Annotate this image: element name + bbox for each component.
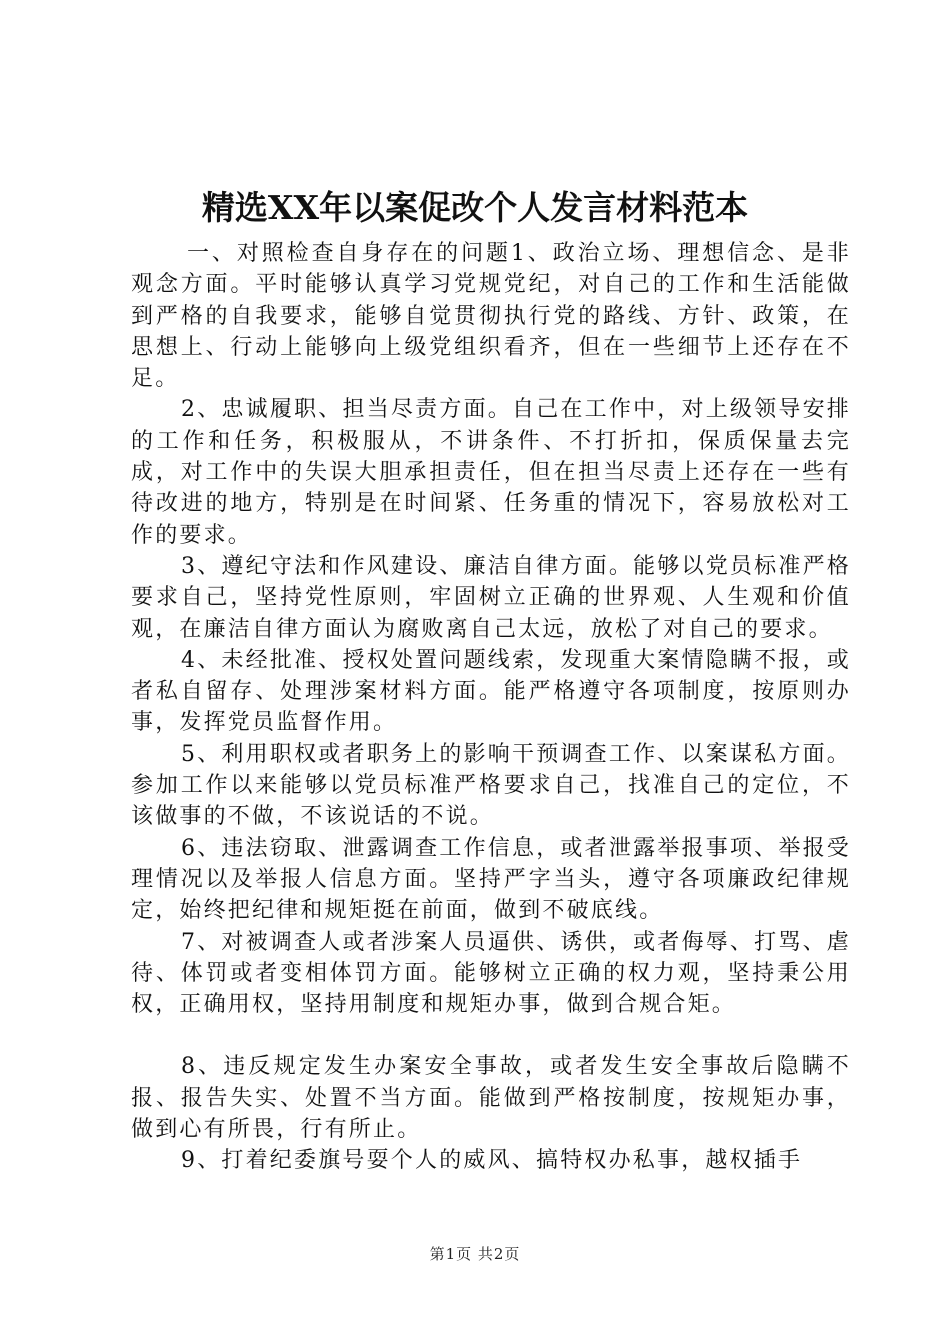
document-title: 精选XX年以案促改个人发言材料范本 — [201, 188, 749, 227]
paragraph-3: 3、遵纪守法和作风建设、廉洁自律方面。能够以党员标准严格要求自己，坚持党性原则，牢固树立正确的世界观、人生观和价值观，在廉洁自律方面认为腐败离自己太远，放松了对自己的要求。 — [131, 553, 851, 642]
page-footer: 第1页 共2页 — [429, 1245, 521, 1263]
paragraph-4: 4、未经批准、授权处置问题线索，发现重大案情隐瞒不报，或者私自留存、处理涉案材料方面。能严格遵守各项制度，按原则办事，发挥党员监督作用。 — [131, 647, 851, 736]
paragraph-9: 9、打着纪委旗号耍个人的威风、搞特权办私事，越权插手 — [181, 1148, 803, 1174]
paragraph-2: 2、忠诚履职、担当尽责方面。自己在工作中，对上级领导安排的工作和任务，积极服从，不讲条件、不打折扣，保质保量去完成，对工作中的失误大胆承担责任，但在担当尽责上还存在一些有待改进的地方，特别是在时间紧、任务重的情况下，容易放松对工作的要求。 — [131, 397, 851, 548]
paragraph-5: 5、利用职权或者职务上的影响干预调查工作、以案谋私方面。参加工作以来能够以党员标准严格要求自己，找准自己的定位，不该做事的不做，不该说话的不说。 — [131, 741, 851, 830]
paragraph-6: 6、违法窃取、泄露调查工作信息，或者泄露举报事项、举报受理情况以及举报人信息方面。坚持严字当头，遵守各项廉政纪律规定，始终把纪律和规矩挺在前面，做到不破底线。 — [131, 835, 851, 924]
document-body — [131, 238, 851, 1177]
blank-line — [131, 1020, 851, 1051]
paragraph-8: 8、违反规定发生办案安全事故，或者发生安全事故后隐瞒不报、报告失实、处置不当方面。能做到严格按制度，按规矩办事，做到心有所畏，行有所止。 — [131, 1054, 851, 1143]
paragraph-7: 7、对被调查人或者涉案人员逼供、诱供，或者侮辱、打骂、虐待、体罚或者变相体罚方面。能够树立正确的权力观，坚持秉公用权，正确用权，坚持用制度和规矩办事，做到合规合矩。 — [131, 929, 851, 1018]
paragraph-1: 一、对照检查自身存在的问题1、政治立场、理想信念、是非观念方面。平时能够认真学习党规党纪，对自己的工作和生活能做到严格的自我要求，能够自觉贯彻执行党的路线、方针、政策，在思想上、行动上能够向上级党组织看齐，但在一些细节上还存在不足。 — [131, 241, 851, 392]
